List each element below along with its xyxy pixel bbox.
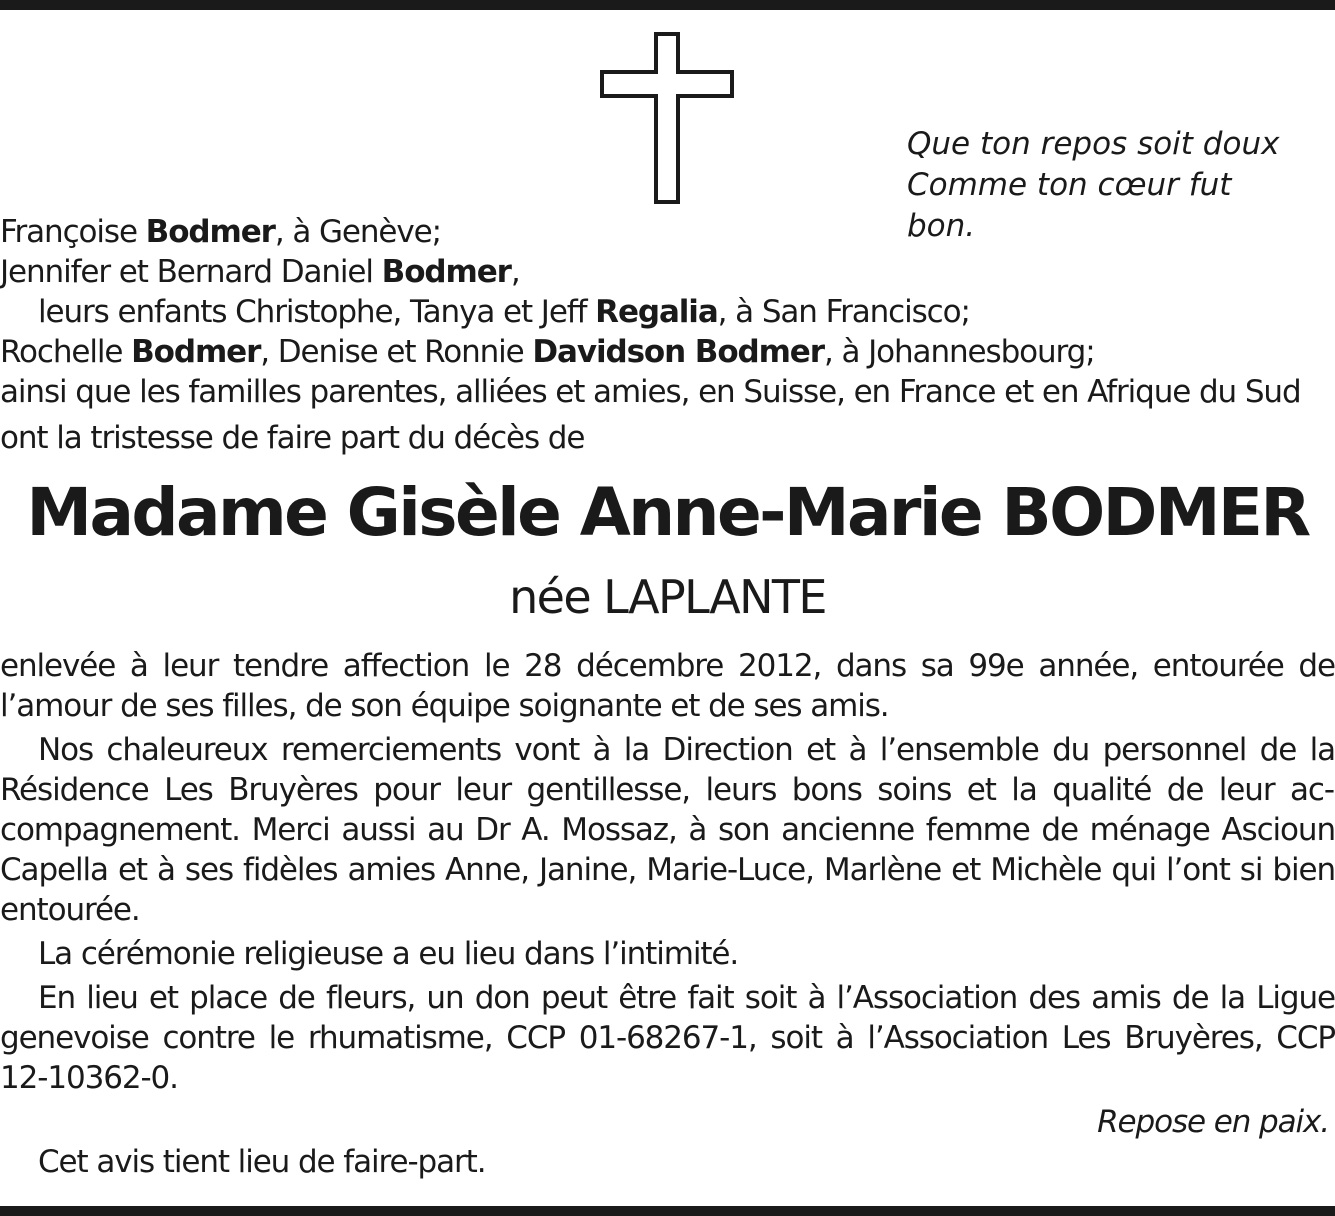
- maiden-name: née LAPLANTE: [509, 570, 826, 624]
- bottom-border-rule: [0, 1206, 1335, 1216]
- top-border-rule: [0, 0, 1335, 10]
- family-line-2-surname: Bodmer: [381, 254, 511, 290]
- body-paragraph-1: enlevée à leur tendre affection le 28 décembre 2012, dans sa 99e année, entourée de l’amour de ses filles, de son équipe soignante et de ses amis.: [0, 648, 1335, 724]
- family-line-1-text: Françoise: [0, 214, 146, 250]
- family-line-3: [0, 292, 1335, 332]
- announcement-text: ont la tristesse de faire part du décès de: [0, 420, 585, 456]
- family-line-2-text: Jennifer et Bernard Daniel: [0, 254, 382, 290]
- closing-note: Cet avis tient lieu de faire-part.: [38, 1144, 486, 1180]
- body-paragraph-4: En lieu et place de fleurs, un don peut être fait soit à l’Association des amis de la Ligue genevoise contre le rhumatisme, CCP 01-68267-1, soit à l’Association Les Bruyères, CCP 12-10362-0.: [0, 980, 1335, 1096]
- deceased-name: Madame Gisèle Anne-Marie BODMER: [26, 474, 1309, 551]
- epigraph-line-1: Que ton repos soit doux: [907, 126, 1280, 162]
- family-line-1-place: , à Genève;: [274, 214, 441, 250]
- family-line-4-place: , à Johannesbourg;: [823, 334, 1095, 370]
- body-paragraph-2: Nos chaleureux remerciements vont à la Direction et à l’ensemble du personnel de la Résidence Les Bruyères pour leur gentillesse, leurs bons soins et la qualité de leur accompagnement. Merci aussi au Dr A. Mossaz, à son ancienne femme de ménage Ascioun Capella et à ses fidèles amies Anne, Janine, Marie-Luce, Marlène et Michèle qui l’ont si bien entourée.: [0, 732, 1335, 928]
- family-line-4-text-a: Rochelle: [0, 334, 132, 370]
- family-line-5: ainsi que les familles parentes, alliées et amies, en Suisse, en France et en Afrique du Sud: [0, 374, 1301, 410]
- closing-phrase: Repose en paix.: [1097, 1104, 1329, 1140]
- family-line-3-place: , à San Francisco;: [717, 294, 970, 330]
- cross-icon: [600, 32, 734, 204]
- family-line-1: [0, 212, 1335, 252]
- obituary-body: [0, 646, 1335, 1182]
- family-line-4-surname-b: Davidson Bodmer: [532, 334, 824, 370]
- family-line-4-surname-a: Bodmer: [131, 334, 261, 370]
- epigraph-line-2: Comme ton cœur fut bon.: [907, 167, 1232, 244]
- family-line-3-surname: Regalia: [595, 294, 718, 330]
- family-line-1-surname: Bodmer: [145, 214, 275, 250]
- family-line-3-text: leurs enfants Christophe, Tanya et Jeff: [38, 294, 596, 330]
- family-line-2-punct: ,: [510, 254, 520, 290]
- family-list: [0, 212, 1335, 412]
- family-line-4-text-b: , Denise et Ronnie: [260, 334, 533, 370]
- family-line-4: [0, 332, 1335, 372]
- family-line-2: [0, 252, 1335, 292]
- body-paragraph-3: La cérémonie religieuse a eu lieu dans l’intimité.: [38, 936, 739, 972]
